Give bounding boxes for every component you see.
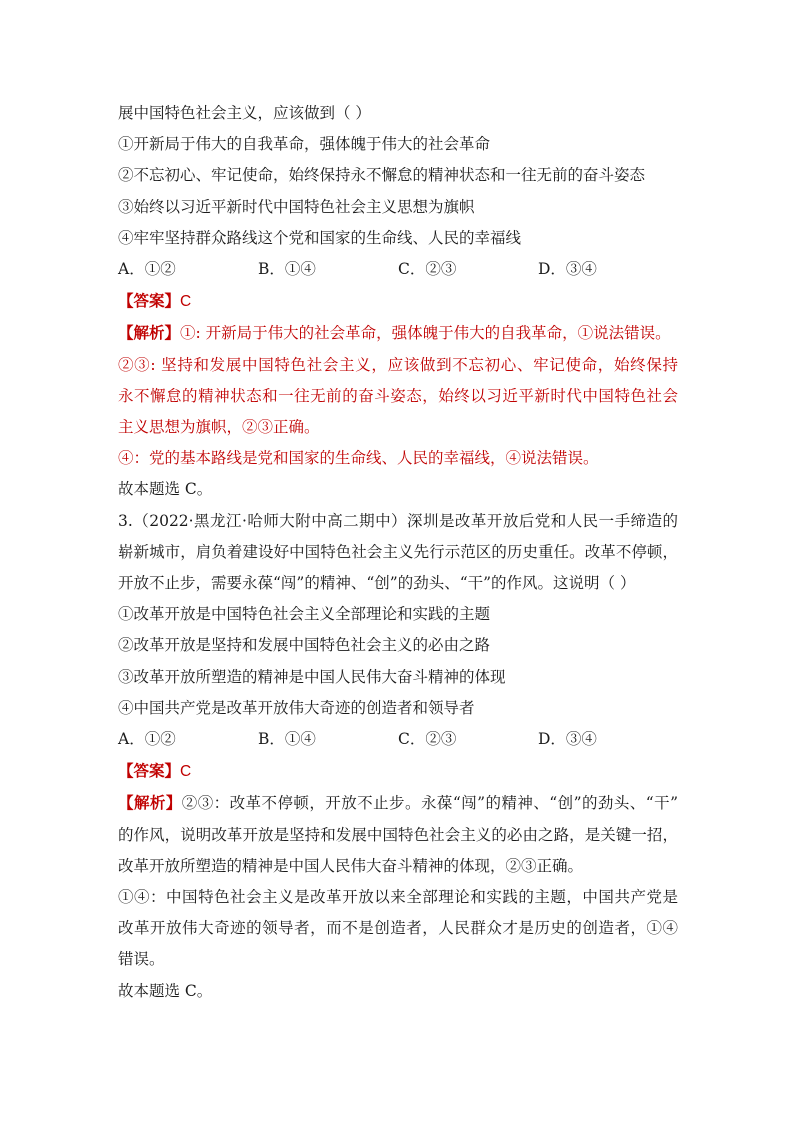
q2-item-3: ③始终以习近平新时代中国特色社会主义思想为旗帜 — [118, 197, 475, 216]
q2-conclusion: 故本题选 C。 — [118, 480, 213, 499]
q3-stem-line-3: 开放不止步，需要永葆“闯”的精神、“创”的劲头、“干”的作风。这说明（ ） — [118, 574, 636, 593]
q2-analysis-text-1: ①: 开新局于伟大的社会革命，强体魄于伟大的自我革命，①说法错误。 — [180, 324, 671, 343]
q3-item-1: ①改革开放是中国特色社会主义全部理论和实践的主题 — [118, 605, 491, 624]
q3-item-3: ③改革开放所塑造的精神是中国人民伟大奋斗精神的体现 — [118, 667, 506, 686]
q3-analysis-line-6: 错误。 — [118, 950, 165, 969]
q2-option-b: B．①④ — [258, 260, 316, 279]
document-content — [118, 98, 678, 1007]
q2-stem: 展中国特色社会主义，应该做到（ ） — [118, 104, 371, 122]
q3-item-2: ②改革开放是坚持和发展中国特色社会主义的必由之路 — [118, 636, 491, 655]
q2-analysis-label: 【解析】 — [118, 323, 181, 343]
q2-item-2: ②不忘初心、牢记使命，始终保持永不懈怠的精神状态和一往无前的奋斗姿态 — [118, 166, 646, 185]
q3-analysis-text-1: ②③：改革不停顿，开放不止步。永葆“闯”的精神、“创”的劲头、“干” — [181, 794, 678, 813]
q3-option-b: B．①④ — [258, 730, 316, 749]
q2-answer-value: C — [180, 293, 192, 311]
q3-stem-line-2: 崭新城市，肩负着建设好中国特色社会主义先行示范区的历史重任。改革不停顿， — [118, 542, 678, 561]
q3-stem-line-1: 3.（2022·黑龙江·哈师大附中高二期中）深圳是改革开放后党和人民一手缔造的 — [118, 511, 678, 530]
q3-analysis-label: 【解析】 — [118, 793, 182, 813]
q2-answer — [118, 285, 678, 317]
q2-item-1: ①开新局于伟大的自我革命，强体魄于伟大的社会革命 — [118, 135, 491, 154]
q3-answer — [118, 755, 678, 787]
q2-analysis-line-2: ②③: 坚持和发展中国特色社会主义，应该做到不忘初心、牢记使命，始终保持 — [118, 355, 678, 374]
q3-option-a: A．①② — [118, 730, 176, 749]
q2-option-d: D．③④ — [538, 260, 597, 279]
q2-options — [118, 254, 678, 285]
q3-analysis-line-2: 的作风，说明改革开放是坚持和发展中国特色社会主义的必由之路，是关键一招， — [118, 825, 678, 844]
q3-analysis-line-3: 改革开放所塑造的精神是中国人民伟大奋斗精神的体现，②③正确。 — [118, 856, 584, 875]
q3-option-d: D．③④ — [538, 730, 597, 749]
q3-item-4: ④中国共产党是改革开放伟大奇迹的创造者和领导者 — [118, 698, 475, 717]
q3-analysis-line-4: ①④：中国特色社会主义是改革开放以来全部理论和实践的主题，中国共产党是 — [118, 888, 678, 907]
q3-conclusion: 故本题选 C。 — [118, 981, 213, 1000]
q3-answer-value: C — [180, 763, 192, 781]
q2-analysis-line-5: ④：党的基本路线是党和国家的生命线、人民的幸福线，④说法错误。 — [118, 449, 599, 468]
q3-analysis-line-5: 改革开放伟大奇迹的领导者，而不是创造者，人民群众才是历史的创造者，①④ — [118, 919, 678, 938]
q2-analysis-line-1 — [118, 317, 678, 349]
q2-analysis-line-3: 永不懈怠的精神状态和一往无前的奋斗姿态，始终以习近平新时代中国特色社会 — [118, 386, 678, 405]
q3-analysis-line-1 — [118, 787, 678, 819]
q2-option-a: A．①② — [118, 260, 176, 279]
q2-analysis-line-4: 主义思想为旗帜，②③正确。 — [118, 418, 320, 437]
q3-answer-label: 【答案】 — [118, 761, 181, 781]
q3-options — [118, 724, 678, 755]
q2-item-4: ④牢牢坚持群众路线这个党和国家的生命线、人民的幸福线 — [118, 228, 522, 247]
q3-option-c: C．②③ — [398, 730, 457, 749]
q2-answer-label: 【答案】 — [118, 291, 181, 311]
q2-option-c: C．②③ — [398, 260, 457, 279]
